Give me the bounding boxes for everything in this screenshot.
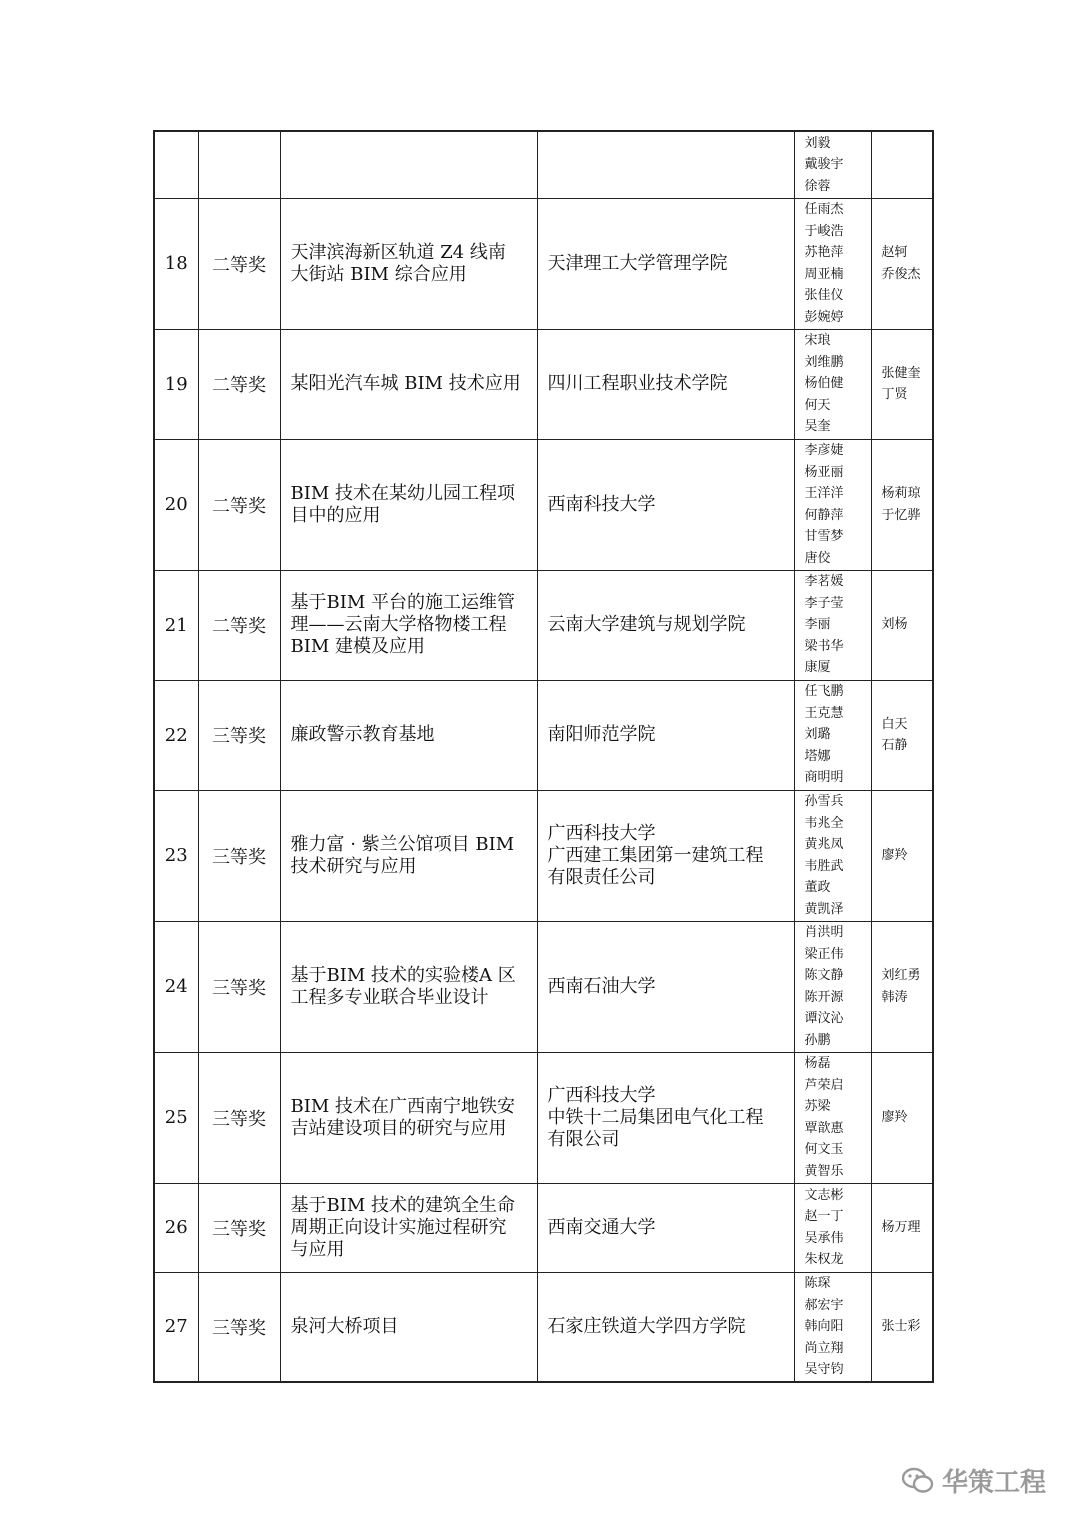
project-name-line: 大街站 BIM 综合应用: [290, 263, 467, 285]
student-name: 谭汶沁: [804, 1011, 844, 1026]
table-row: [154, 1052, 933, 1183]
project-name-line: 某阳光汽车城 BIM 技术应用: [290, 373, 521, 394]
student-name: 孙雪兵: [804, 794, 844, 809]
teacher-name: 石静: [881, 738, 908, 753]
student-name: 芦荣启: [804, 1077, 844, 1093]
student-name: 彭婉婷: [804, 309, 844, 325]
award-level: 三等奖: [198, 1052, 280, 1183]
watermark: [902, 1462, 1046, 1499]
institution-line: 西南交通大学: [547, 1216, 656, 1238]
award-level: 三等奖: [198, 790, 280, 921]
project-name: [280, 1052, 537, 1183]
award-level: 三等奖: [198, 1183, 280, 1272]
institution: [537, 439, 794, 570]
student-name: 甘雪梦: [804, 529, 844, 544]
project-name-line: 与应用: [290, 1238, 345, 1260]
student-name: 梁书华: [804, 638, 844, 654]
table-row: [154, 921, 933, 1052]
student-name: 董政: [804, 880, 831, 895]
institution: [537, 1052, 794, 1183]
student-name: 何文玉: [804, 1142, 844, 1157]
project-name: [280, 680, 537, 790]
teacher-name: 丁贤: [881, 387, 908, 402]
student-name: 韦兆全: [804, 815, 844, 831]
student-list: [794, 1052, 871, 1183]
teacher-name: 刘杨: [881, 617, 908, 633]
student-name: 周亚楠: [804, 266, 844, 282]
project-name-line: 周期正向设计实施过程研究: [290, 1216, 507, 1238]
student-name: 陈开源: [804, 989, 844, 1005]
student-name: 文志彬: [804, 1187, 844, 1203]
awards-table: [153, 130, 934, 1383]
table-row: [154, 1183, 933, 1272]
teacher-list: [871, 1272, 933, 1382]
student-name: 李丽: [804, 617, 831, 633]
student-name: 黄兆凤: [804, 837, 844, 852]
row-number: [154, 131, 198, 198]
project-name-line: BIM 建模及应用: [290, 636, 425, 657]
award-level: [198, 131, 280, 198]
institution: [537, 131, 794, 198]
teacher-name: 赵轲: [881, 245, 908, 260]
teacher-list: [871, 1052, 933, 1183]
student-name: 任雨杰: [804, 202, 844, 217]
teacher-name: 于忆骅: [881, 507, 921, 523]
student-name: 徐蓉: [804, 178, 831, 194]
row-number: 23: [154, 790, 198, 921]
student-name: 覃歆惠: [804, 1120, 844, 1136]
wechat-icon: [902, 1467, 934, 1495]
student-name: 李茗媛: [804, 574, 844, 590]
student-name: 尚立翔: [804, 1340, 844, 1356]
student-name: 唐佼: [804, 550, 831, 566]
student-list: [794, 680, 871, 790]
project-name: [280, 570, 537, 680]
project-name: [280, 1272, 537, 1382]
teacher-list: [871, 439, 933, 570]
student-name: 孙鹏: [804, 1032, 831, 1048]
project-name: [280, 1183, 537, 1272]
institution-line: 石家庄铁道大学四方学院: [547, 1315, 746, 1337]
student-name: 宋琅: [804, 333, 831, 349]
teacher-name: 杨万理: [881, 1219, 921, 1235]
student-list: [794, 1183, 871, 1272]
student-list: [794, 1272, 871, 1382]
project-name: [280, 921, 537, 1052]
project-name-line: BIM 技术在某幼儿园工程项: [290, 482, 515, 504]
student-name: 黄智乐: [804, 1163, 844, 1179]
teacher-list: [871, 570, 933, 680]
institution-line: 西南石油大学: [547, 975, 656, 997]
project-name: [280, 439, 537, 570]
student-name: 李子莹: [804, 595, 844, 611]
student-list: [794, 439, 871, 570]
teacher-name: 乔俊杰: [881, 266, 921, 282]
institution-line: 有限责任公司: [547, 866, 656, 888]
table-row: [154, 570, 933, 680]
student-name: 吴守钧: [804, 1362, 844, 1377]
institution-line: 广西建工集团第一建筑工程: [547, 844, 764, 866]
student-list: [794, 329, 871, 439]
teacher-list: [871, 790, 933, 921]
teacher-list: [871, 1183, 933, 1272]
project-name-line: 基于BIM 技术的建筑全生命: [290, 1194, 515, 1216]
student-name: 何天: [804, 397, 831, 413]
teacher-name: 廖羚: [881, 847, 908, 863]
institution-line: 广西科技大学: [547, 1084, 656, 1106]
teacher-list: [871, 680, 933, 790]
student-name: 杨磊: [804, 1056, 831, 1071]
project-name-line: 吉站建设项目的研究与应用: [290, 1117, 507, 1139]
institution: [537, 329, 794, 439]
award-level: 二等奖: [198, 439, 280, 570]
teacher-name: 白天: [881, 716, 908, 732]
project-name: [280, 329, 537, 439]
row-number: 21: [154, 570, 198, 680]
teacher-name: 杨莉琼: [881, 486, 921, 501]
student-name: 赵一丁: [804, 1209, 844, 1224]
institution-line: 有限公司: [547, 1128, 620, 1150]
student-name: 梁正伟: [804, 946, 844, 962]
student-name: 王克慧: [804, 705, 844, 721]
student-name: 肖洪明: [804, 925, 844, 940]
table-row: [154, 680, 933, 790]
student-name: 李彦婕: [804, 443, 844, 458]
table-row: [154, 790, 933, 921]
watermark-text: 华策工程: [942, 1468, 1047, 1498]
row-number: 22: [154, 680, 198, 790]
student-list: [794, 790, 871, 921]
award-level: 三等奖: [198, 921, 280, 1052]
award-level: 二等奖: [198, 329, 280, 439]
table-row: [154, 439, 933, 570]
student-name: 刘璐: [804, 727, 831, 743]
project-name-line: 基于BIM 平台的施工运维管: [290, 592, 515, 613]
project-name-line: 天津滨海新区轨道 Z4 线南: [290, 241, 506, 263]
student-name: 杨亚丽: [804, 464, 844, 480]
project-name-line: 廉政警示教育基地: [290, 724, 435, 745]
student-name: 吴奎: [804, 419, 831, 435]
student-name: 任飞鹏: [804, 684, 844, 700]
teacher-name: 韩涛: [881, 989, 908, 1005]
project-name-line: 基于BIM 技术的实验楼A 区: [290, 964, 516, 986]
row-number: 25: [154, 1052, 198, 1183]
table-row: [154, 131, 933, 198]
student-name: 刘维鹏: [804, 354, 844, 370]
student-name: 韦胜武: [804, 858, 844, 874]
row-number: 27: [154, 1272, 198, 1382]
student-name: 康厦: [804, 660, 831, 676]
project-name: [280, 198, 537, 329]
project-name-line: 工程多专业联合毕业设计: [290, 986, 489, 1008]
student-name: 韩向阳: [804, 1319, 844, 1334]
student-name: 陈文静: [804, 968, 844, 983]
table-row: [154, 198, 933, 329]
award-level: 二等奖: [198, 570, 280, 680]
institution: [537, 680, 794, 790]
student-name: 商明明: [804, 770, 844, 786]
student-list: [794, 921, 871, 1052]
student-name: 塔娜: [804, 748, 831, 764]
student-name: 朱权龙: [804, 1252, 844, 1267]
institution: [537, 198, 794, 329]
teacher-list: [871, 198, 933, 329]
teacher-name: 刘红勇: [881, 968, 921, 983]
teacher-name: 廖羚: [881, 1109, 908, 1125]
project-name-line: 雅力富 · 紫兰公馆项目 BIM: [290, 833, 515, 855]
institution-line: 天津理工大学管理学院: [547, 252, 728, 274]
award-level: 三等奖: [198, 1272, 280, 1382]
row-number: 24: [154, 921, 198, 1052]
student-list: [794, 570, 871, 680]
student-name: 刘毅: [804, 135, 831, 151]
student-name: 苏艳萍: [804, 245, 844, 260]
institution: [537, 570, 794, 680]
table-row: [154, 329, 933, 439]
teacher-name: 张健奎: [881, 365, 921, 381]
student-name: 王洋洋: [804, 486, 844, 501]
institution: [537, 1183, 794, 1272]
institution-line: 四川工程职业技术学院: [547, 373, 728, 394]
student-name: 于峻浩: [804, 223, 844, 239]
row-number: 26: [154, 1183, 198, 1272]
student-name: 吴承伟: [804, 1230, 844, 1246]
teacher-list: [871, 131, 933, 198]
project-name-line: BIM 技术在广西南宁地铁安: [290, 1095, 515, 1117]
student-name: 黄凯泽: [804, 901, 844, 917]
project-name-line: 目中的应用: [290, 504, 381, 526]
institution: [537, 790, 794, 921]
teacher-list: [871, 329, 933, 439]
student-list: [794, 198, 871, 329]
project-name: [280, 131, 537, 198]
award-level: 三等奖: [198, 680, 280, 790]
project-name-line: 技术研究与应用: [290, 855, 417, 877]
awards-table-body: [154, 131, 933, 1382]
project-name: [280, 790, 537, 921]
teacher-list: [871, 921, 933, 1052]
student-name: 苏梁: [804, 1099, 831, 1114]
student-name: 何静萍: [804, 507, 844, 523]
institution: [537, 921, 794, 1052]
institution-line: 西南科技大学: [547, 493, 656, 515]
student-name: 陈琛: [804, 1276, 831, 1291]
student-name: 郝宏宇: [804, 1297, 844, 1313]
student-name: 戴骏宇: [804, 157, 844, 172]
row-number: 18: [154, 198, 198, 329]
row-number: 20: [154, 439, 198, 570]
institution: [537, 1272, 794, 1382]
student-list: [794, 131, 871, 198]
project-name-line: 泉河大桥项目: [290, 1315, 399, 1337]
student-name: 杨伯健: [804, 376, 844, 392]
table-row: [154, 1272, 933, 1382]
project-name-line: 理——云南大学格物楼工程: [290, 614, 507, 635]
institution-line: 广西科技大学: [547, 822, 656, 844]
award-level: 二等奖: [198, 198, 280, 329]
institution-line: 云南大学建筑与规划学院: [547, 614, 746, 635]
institution-line: 中铁十二局集团电气化工程: [547, 1106, 764, 1128]
institution-line: 南阳师范学院: [547, 724, 656, 745]
row-number: 19: [154, 329, 198, 439]
student-name: 张佳仪: [804, 288, 844, 303]
teacher-name: 张士彩: [881, 1319, 921, 1334]
